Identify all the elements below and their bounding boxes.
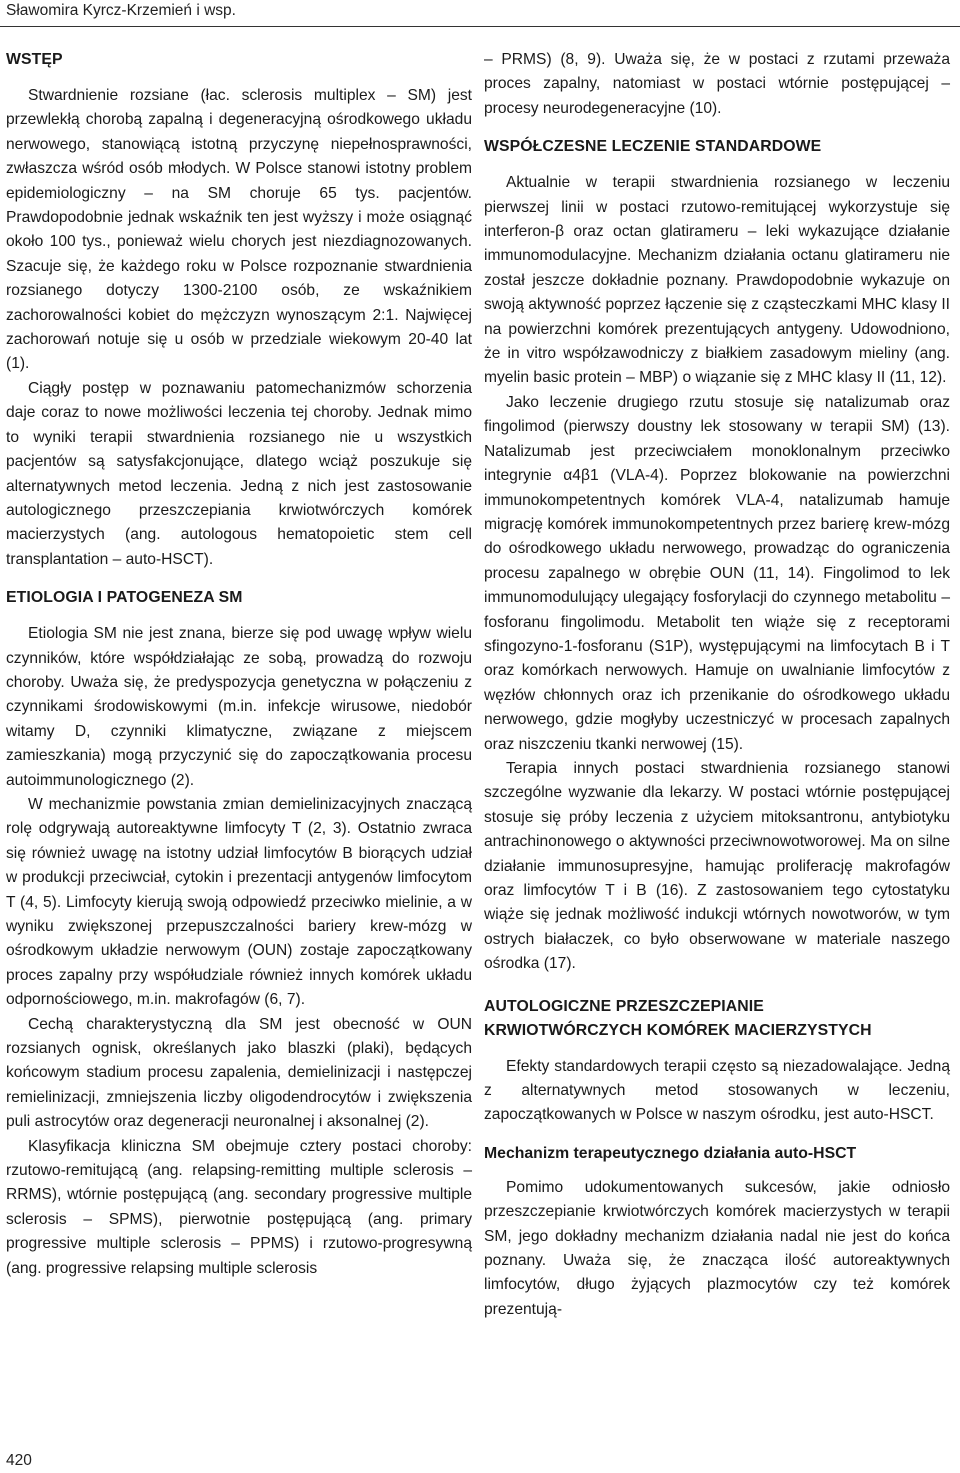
paragraph-continued: – PRMS) (8, 9). Uważa się, że w postaci z rzutami przeważa proces zapalny, natomiast w postaci wtórnie postępującej – procesy neurodegeneracyjne (10).	[484, 51, 950, 117]
section-heading-standard-treatment: WSPÓŁCZESNE LECZENIE STANDARDOWE	[484, 138, 822, 156]
paragraph: Terapia innych postaci stwardnienia rozsianego stanowi szczególne wyzwanie dla lekarzy. W postaci wtórnie postępującej stosuje się próby leczenia z użyciem mitoksantronu, antybiotyku antrachinonowego o aktywności przeciwnowotworowej. Ma on silne działanie immunosupresyjne, hamując proliferację makrofagów oraz limfocytów T i B (16). Z zastosowaniem tego cytostatyku wiąże się jednak możliwość indukcji wtórnych nowotworów, w tym ostrych białaczek, co było obserwowane w materiale naszego ośrodka (17).	[484, 759, 950, 973]
paragraph: Jako leczenie drugiego rzutu stosuje się natalizumab oraz fingolimod (pierwszy doustny lek stosowany w terapii SM) (13). Natalizumab jest przeciwciałem monoklonalnym przeciwko integrynie α4β1 (VLA-4). Poprzez blokowanie na powierzchni immunokompetentnych komórek VLA-4, natalizumab hamuje migrację komórek immunokompetentnych przez barierę krew-mózg do ośrodkowego układu nerwowego, prowadząc do ograniczenia procesu zapalnego w obrębie OUN (11, 14). Fingolimod to lek immunomodulujący ulegający fosforylacji do czynnego metabolitu – fosforanu fingolimodu. Metabolit ten wiąże się z receptorami sfingozyno-1-fosforanu (S1P), występującymi na limfocytach B i T oraz komórkach nerwowych. Hamuje on uwalnianie limfocytów z węzłów chłonnych oraz ich przenikanie do ośrodkowego układu nerwowego, gdzie mogłyby uczestniczyć w procesach zapalnych oraz niszczeniu tkanki nerwowej (15).	[484, 393, 950, 753]
page-number: 420	[6, 1452, 32, 1469]
right-column	[484, 48, 950, 1322]
paragraph: W mechanizmie powstania zmian demielinizacyjnych znaczącą rolę odgrywają autoreaktywne limfocyty T (2, 3). Ostatnio zwraca się również uwagę na istotny udział limfocytów B biorących udział w produkcji przeciwciał, cytokin i prezentacji antygenów limfocytom T (4, 5). Limfocyty kierują swoją odpowiedź przeciwko mielinie, a w wyniku zwiększonej przepuszczalności bariery krew-mózg w ośrodkowym układzie nerwowym (OUN) zostaje zapoczątkowany proces zapalny przy współudziale również innych komórek układu odpornościowego, m.in. makrofagów (6, 7).	[6, 795, 472, 1009]
paragraph: Pomimo udokumentowanych sukcesów, jakie odniosło przeszczepianie krwiotwórczych komórek macierzystych w terapii SM, jego dokładny mechanizm działania nadal nie jest do końca poznany. Uważa się, że znacząca ilość autoreaktywnych limfocytów, długo żyjących plazmocytów czy też komórek prezentują-	[484, 1178, 950, 1318]
section-heading-etiology: ETIOLOGIA I PATOGENEZA SM	[6, 589, 243, 607]
section-heading-auto-hsct	[484, 995, 950, 1043]
section-heading-auto-hsct-line2: KRWIOTWÓRCZYCH KOMÓREK MACIERZYSTYCH	[484, 1021, 872, 1039]
paragraph: Cechą charakterystyczną dla SM jest obecność w OUN rozsianych ognisk, określanych jako blaszki (plaki), będących końcowym stadium procesu zapalenia, demielinizacji i następczej remielinizacji, zmniejszenia liczby oligodendrocytów i zwiększenia puli astrocytów oraz degeneracji neuronalnej i aksonalnej (2).	[6, 1015, 472, 1131]
paragraph: Klasyfikacja kliniczna SM obejmuje cztery postaci choroby: rzutowo-remitującą (ang. relapsing-remitting multiple sclerosis – RRMS), wtórnie postępującą (ang. secondary progressive multiple sclerosis – SPMS), pierwotnie postępującą (ang. primary progressive multiple sclerosis – PPMS) i rzutowo-progresywną (ang. progressive relapsing multiple sclerosis	[6, 1137, 472, 1277]
paragraph: Efekty standardowych terapii często są niezadowalające. Jedną z alternatywnych metod stosowanych w leczeniu, zapoczątkowanych w Polsce w naszym ośrodku, jest auto-HSCT.	[484, 1057, 950, 1124]
subheading-mechanism: Mechanizm terapeutycznego działania auto-HSCT	[484, 1144, 857, 1162]
running-head-authors: Sławomira Kyrcz-Krzemień i wsp.	[6, 2, 236, 19]
section-heading-intro: WSTĘP	[6, 51, 63, 68]
paragraph: Stwardnienie rozsiane (łac. sclerosis multiplex – SM) jest przewlekłą chorobą zapalną i degeneracyjną ośrodkowego układu nerwowego, stanowiącą istotną przyczynę niepełnosprawności, zwłaszcza wśród osób młodych. W Polsce stanowi istotny problem epidemiologiczny – na SM choruje 65 tys. pacjentów. Prawdopodobnie jednak wskaźnik ten jest wyższy i może osiągnąć około 100 tys., ponieważ wielu chorych jest niezdiagnozowanych. Szacuje się, że każdego roku w Polsce rozpoznanie stwardnienia rozsianego dotyczy 1300-2100 osób, ze wskaźnikiem zachorowalności kobiet do mężczyzn wynoszącym 2:1. Najwięcej zachorowań notuje się u osób w przedziale wiekowym 20-40 lat (1).	[6, 87, 472, 373]
paragraph: Etiologia SM nie jest znana, bierze się pod uwagę wpływ wielu czynników, które współdziałając ze sobą, prowadzą do rozwoju choroby. Uważa się, że predyspozycja genetyczna w połączeniu z czynnikami środowiskowymi (m.in. infekcje wirusowe, niedobór witamy D, czynniki klimatyczne, związane z miejscem zamieszkania) mogą przyczynić się do zapoczątkowania procesu autoimmunologicznego (2).	[6, 625, 472, 789]
header-divider	[0, 26, 960, 27]
paragraph: Aktualnie w terapii stwardnienia rozsianego w leczeniu pierwszej linii w postaci rzutowo-remitującej wykorzystuje się interferon-β oraz octan glatirameru – leki wykazujące działanie immunomodulacyjne. Mechanizm działania octanu glatirameru nie został jeszcze dokładnie poznany. Prawdopodobnie wykazuje on swoją aktywność poprzez łączenie się z cząsteczkami MHC klasy II na powierzchni komórek prezentujących antygeny. Udowodniono, że in vitro współzawodniczy z białkiem zasadowym mieliny (ang. myelin basic protein – MBP) o wiązanie się z MHC klasy II (11, 12).	[484, 174, 950, 387]
section-heading-auto-hsct-line1: AUTOLOGICZNE PRZESZCZEPIANIE	[484, 997, 764, 1015]
left-column	[6, 48, 472, 1281]
paragraph: Ciągły postęp w poznawaniu patomechanizmów schorzenia daje coraz to nowe możliwości leczenia tej choroby. Jednak mimo to wyniki terapii stwardnienia rozsianego nie u wszystkich pacjentów są satysfakcjonujące, dlatego wciąż poszukuje się alternatywnych metod leczenia. Jedną z nich jest zastosowanie autologicznego przeszczepiania krwiotwórczych komórek macierzystych (ang. autologous hematopoietic stem cell transplantation – auto-HSCT).	[6, 379, 472, 568]
